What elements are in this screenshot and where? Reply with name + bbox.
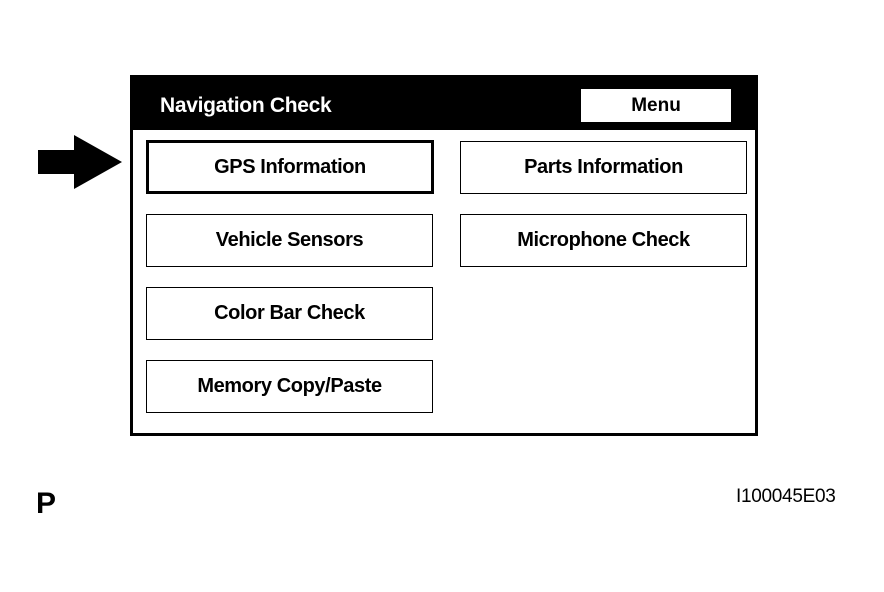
menu-button[interactable]: Menu <box>581 89 731 122</box>
microphone-check-button[interactable]: Microphone Check <box>460 214 747 267</box>
screen-title: Navigation Check <box>160 94 332 117</box>
gps-information-button[interactable]: GPS Information <box>146 140 434 194</box>
corner-mark: P <box>36 487 57 520</box>
right-arrow-icon <box>38 135 122 189</box>
vehicle-sensors-button[interactable]: Vehicle Sensors <box>146 214 433 267</box>
color-bar-check-button[interactable]: Color Bar Check <box>146 287 433 340</box>
memory-copy-paste-button[interactable]: Memory Copy/Paste <box>146 360 433 413</box>
parts-information-button[interactable]: Parts Information <box>460 141 747 194</box>
title-bar <box>133 78 755 130</box>
figure-code: I100045E03 <box>736 486 836 507</box>
navigation-check-screen <box>130 75 758 436</box>
